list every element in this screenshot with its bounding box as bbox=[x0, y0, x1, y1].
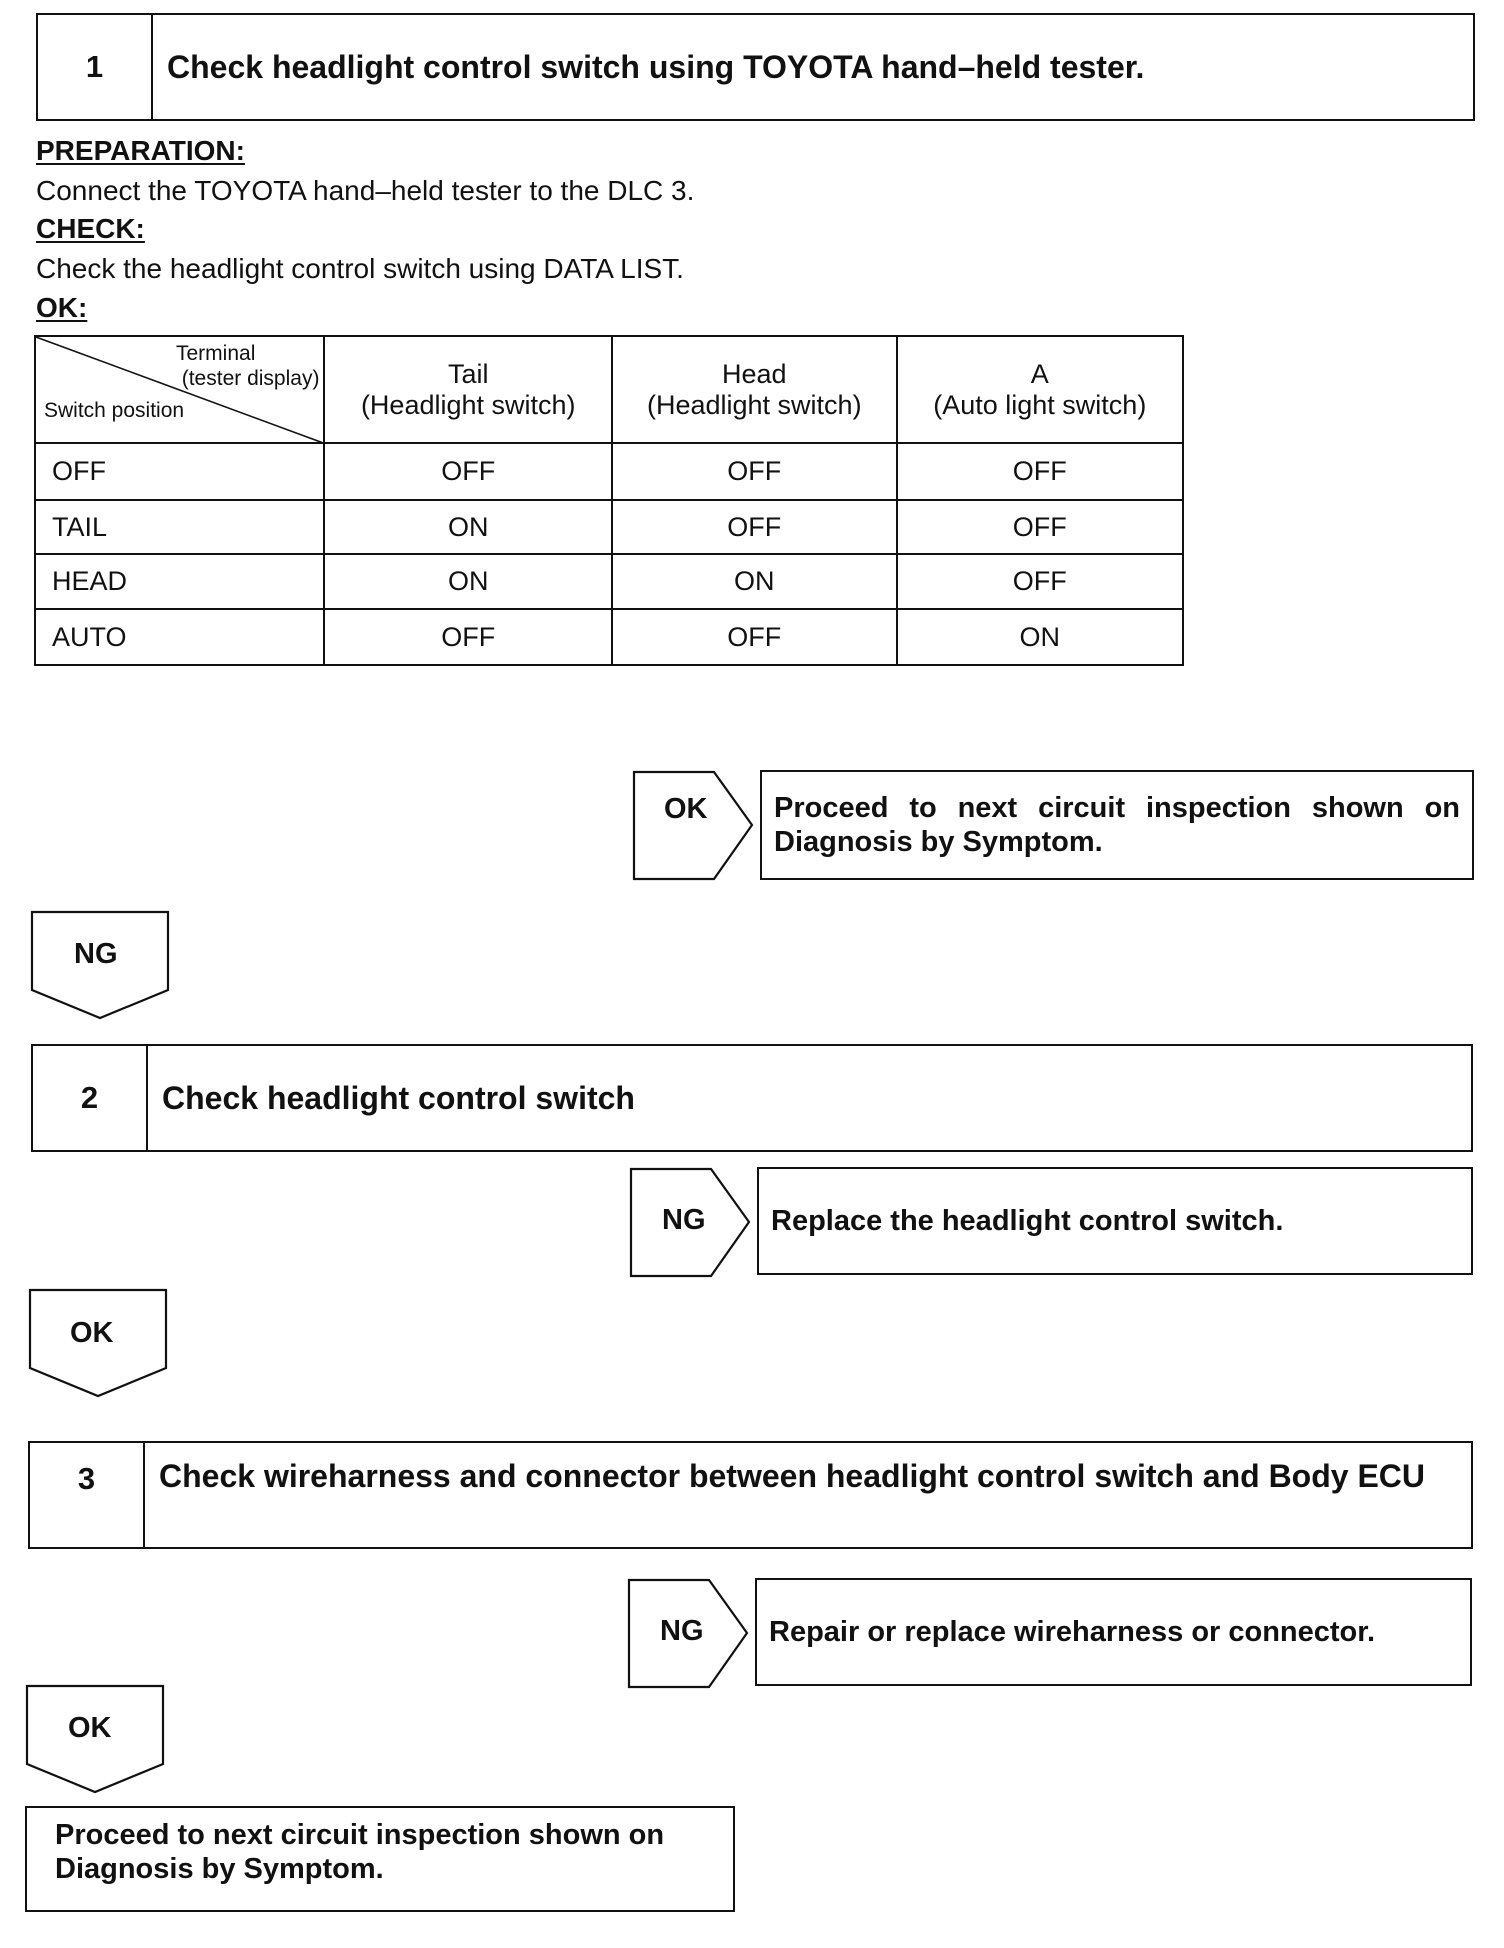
column-header: A (Auto light switch) bbox=[897, 336, 1183, 443]
final-result-box: Proceed to next circuit inspection shown on Diagnosis by Symptom. bbox=[25, 1806, 735, 1912]
check-text: Check the headlight control switch using DATA LIST. bbox=[36, 253, 684, 284]
step-number: 3 bbox=[30, 1443, 145, 1547]
ok-badge-label: OK bbox=[68, 1712, 112, 1744]
preparation-text: Connect the TOYOTA hand–held tester to the DLC 3. bbox=[36, 175, 695, 206]
column-header: Tail (Headlight switch) bbox=[324, 336, 612, 443]
corner-terminal: Terminal bbox=[176, 342, 256, 365]
step-title: Check wireharness and connector between headlight control switch and Body ECU bbox=[159, 1458, 1426, 1494]
table-row: HEAD ON ON OFF bbox=[35, 554, 1183, 609]
ok-badge-label: OK bbox=[664, 793, 708, 825]
ng-badge-label: NG bbox=[660, 1615, 704, 1647]
corner-tester-display: (tester display) bbox=[181, 367, 320, 390]
column-header: Head (Headlight switch) bbox=[612, 336, 897, 443]
step-number: 2 bbox=[33, 1046, 148, 1150]
step-3-header bbox=[28, 1441, 1473, 1549]
ng-badge-label: NG bbox=[662, 1204, 706, 1236]
ng-result-box: Replace the headlight control switch. bbox=[757, 1167, 1473, 1275]
step-title: Check headlight control switch bbox=[162, 1080, 635, 1116]
ok-badge-label: OK bbox=[70, 1317, 114, 1349]
ng-result-box: Repair or replace wireharness or connector. bbox=[755, 1578, 1472, 1686]
table-corner-cell bbox=[35, 336, 324, 443]
step-title: Check headlight control switch using TOYOTA hand–held tester. bbox=[167, 49, 1145, 85]
ng-badge-label: NG bbox=[74, 938, 118, 970]
corner-switch-position: Switch position bbox=[44, 399, 185, 422]
table-row: AUTO OFF OFF ON bbox=[35, 609, 1183, 665]
table-row: OFF OFF OFF OFF bbox=[35, 443, 1183, 500]
ok-label: OK: bbox=[36, 292, 88, 323]
data-list-table bbox=[34, 335, 1184, 666]
step-2-header bbox=[31, 1044, 1473, 1152]
step-1-header bbox=[36, 13, 1475, 121]
ok-result-box: Proceed to next circuit inspection shown on Diagnosis by Symptom. bbox=[760, 770, 1474, 880]
step-number: 1 bbox=[38, 15, 153, 119]
table-row: TAIL ON OFF OFF bbox=[35, 500, 1183, 554]
check-label: CHECK: bbox=[36, 213, 145, 244]
preparation-label: PREPARATION: bbox=[36, 135, 245, 166]
ok-right-arrow-badge bbox=[632, 770, 756, 882]
